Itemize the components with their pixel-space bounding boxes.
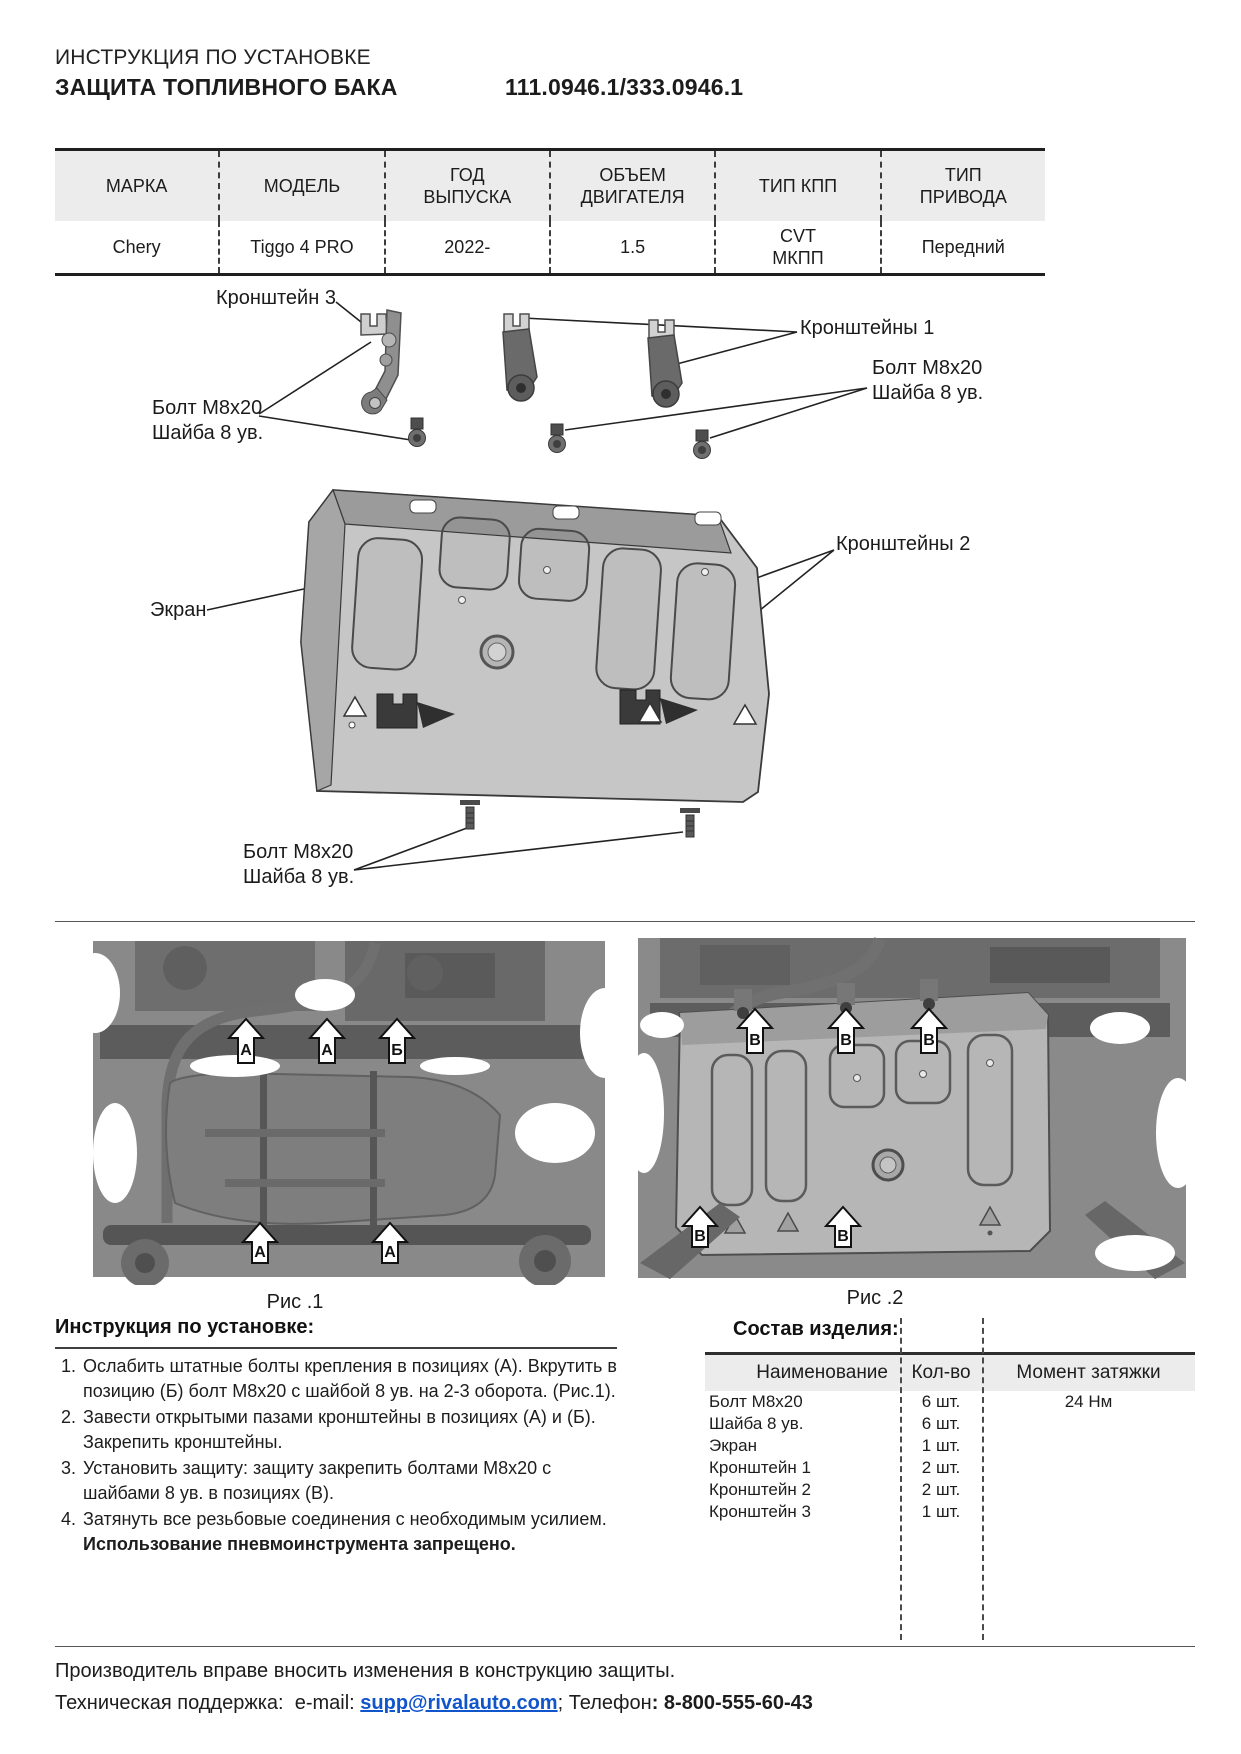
instructions-heading: Инструкция по установке: <box>55 1316 315 1338</box>
section-divider <box>55 921 1195 922</box>
spec-value-row <box>55 221 1045 273</box>
parts-table-divider-2 <box>982 1318 984 1640</box>
svg-text:А: А <box>321 1042 333 1059</box>
label-brackets-1: Кронштейны 1 <box>800 317 935 339</box>
parts-heading: Состав изделия: <box>733 1318 899 1340</box>
page-title: ЗАЩИТА ТОПЛИВНОГО БАКА <box>55 74 398 100</box>
fig1-caption: Рис .1 <box>266 1291 324 1313</box>
parts-header-name: Наименование <box>756 1362 888 1383</box>
instructions-list <box>55 1354 621 1558</box>
spec-header-gearbox: ТИП КПП <box>714 151 879 221</box>
spec-value-engine: 1.5 <box>549 221 714 273</box>
part-numbers: 111.0946.1/333.0946.1 <box>505 74 744 100</box>
parts-row-bracket2: Кронштейн 2 2 шт. <box>709 1480 961 1499</box>
spec-value-gearbox: CVT МКПП <box>714 221 879 273</box>
spec-header-model: МОДЕЛЬ <box>218 151 383 221</box>
label-screen: Экран <box>150 599 207 621</box>
screen-plate-drawing <box>301 490 769 802</box>
spec-value-model: Tiggo 4 PRO <box>218 221 383 273</box>
fig2-caption: Рис .2 <box>846 1287 904 1309</box>
spec-header-brand: МАРКА <box>105 176 168 196</box>
bracket-1b-drawing <box>648 320 682 407</box>
support-email-link[interactable]: supp@rivalauto.com <box>360 1692 558 1714</box>
parts-row-screen: Экран 1 шт. <box>709 1436 961 1455</box>
spec-header-engine: ОБЪЕМ ДВИГАТЕЛЯ <box>549 151 714 221</box>
support-separator: ; Телефон <box>557 1692 652 1714</box>
spec-header-year: ГОД ВЫПУСКА <box>384 151 549 221</box>
label-bolt-left: Болт М8х20 Шайба 8 ув. <box>152 397 264 444</box>
support-label: Техническая поддержка: e-mail: <box>55 1692 361 1714</box>
parts-header-qty: Кол-во <box>911 1362 971 1383</box>
parts-row-washer: Шайба 8 ув. 6 шт. <box>709 1414 961 1433</box>
label-bracket-3: Кронштейн 3 <box>216 287 336 309</box>
parts-row-bolt: Болт М8х20 6 шт. 24 Нм <box>709 1392 1113 1411</box>
svg-text:А: А <box>384 1244 396 1261</box>
svg-text:Б: Б <box>391 1042 403 1059</box>
bottom-bolts-drawing <box>460 800 700 837</box>
spec-header-row <box>55 151 1045 221</box>
bracket-1a-drawing <box>503 314 537 401</box>
manufacturer-note: Производитель вправе вносить изменения в конструкцию защиты. <box>55 1660 676 1682</box>
svg-text:В: В <box>840 1032 852 1049</box>
parts-table-divider-1 <box>900 1318 902 1640</box>
svg-text:А: А <box>254 1244 266 1261</box>
label-bolt-bottom: Болт М8х20 Шайба 8 ув. <box>243 841 355 888</box>
top-bolts-drawing <box>409 418 711 459</box>
doc-type-label: ИНСТРУКЦИЯ ПО УСТАНОВКЕ <box>55 46 371 69</box>
fig2-underbody-art <box>630 938 1195 1279</box>
svg-text:В: В <box>694 1228 706 1245</box>
spec-header-drive: ТИП ПРИВОДА <box>880 151 1045 221</box>
instruction-step-2: 2. Завести открытыми пазами кронштейны в позициях (А) и (Б). Закрепить кронштейны. <box>81 1405 621 1455</box>
fig2-photo <box>630 933 1195 1285</box>
instruction-step-1: 1. Ослабить штатные болты крепления в позициях (А). Вкрутить в позицию (Б) болт М8х20 с шайбой 8 ув. на 2-3 оборота. (Рис.1). <box>81 1354 621 1404</box>
bracket-3-drawing <box>361 310 401 414</box>
spec-value-year: 2022- <box>384 221 549 273</box>
footer-divider <box>55 1646 1195 1647</box>
instruction-step-4: 4. Затянуть все резьбовые соединения с необходимым усилием. Использование пневмоинструмента запрещено. <box>81 1507 621 1557</box>
parts-table <box>705 1352 1195 1523</box>
svg-text:В: В <box>837 1228 849 1245</box>
spec-value-brand: Chery <box>112 237 161 257</box>
support-phone: : 8-800-555-60-43 <box>651 1692 813 1714</box>
fig1-photo <box>75 933 620 1285</box>
fig1-underbody-art <box>75 941 620 1285</box>
support-line <box>55 1692 813 1715</box>
svg-text:В: В <box>923 1032 935 1049</box>
spec-value-drive: Передний <box>880 221 1045 273</box>
instruction-step-3: 3. Установить защиту: защиту закрепить болтами М8х20 с шайбами 8 ув. в позициях (В). <box>81 1456 621 1506</box>
parts-row-bracket1: Кронштейн 1 2 шт. <box>709 1458 961 1477</box>
label-brackets-2: Кронштейны 2 <box>836 533 971 555</box>
label-bolt-right: Болт М8х20 Шайба 8 ув. <box>872 357 984 404</box>
parts-header-row <box>705 1355 1195 1391</box>
instructions-rule <box>55 1347 617 1349</box>
parts-header-torque: Момент затяжки <box>1016 1362 1161 1383</box>
exploded-diagram <box>55 270 1195 910</box>
pneumatic-warning: Использование пневмоинструмента запрещено. <box>83 1534 516 1554</box>
vehicle-spec-table <box>55 148 1045 276</box>
svg-text:В: В <box>749 1032 761 1049</box>
svg-text:А: А <box>240 1042 252 1059</box>
parts-row-bracket3: Кронштейн 3 1 шт. <box>709 1502 961 1521</box>
